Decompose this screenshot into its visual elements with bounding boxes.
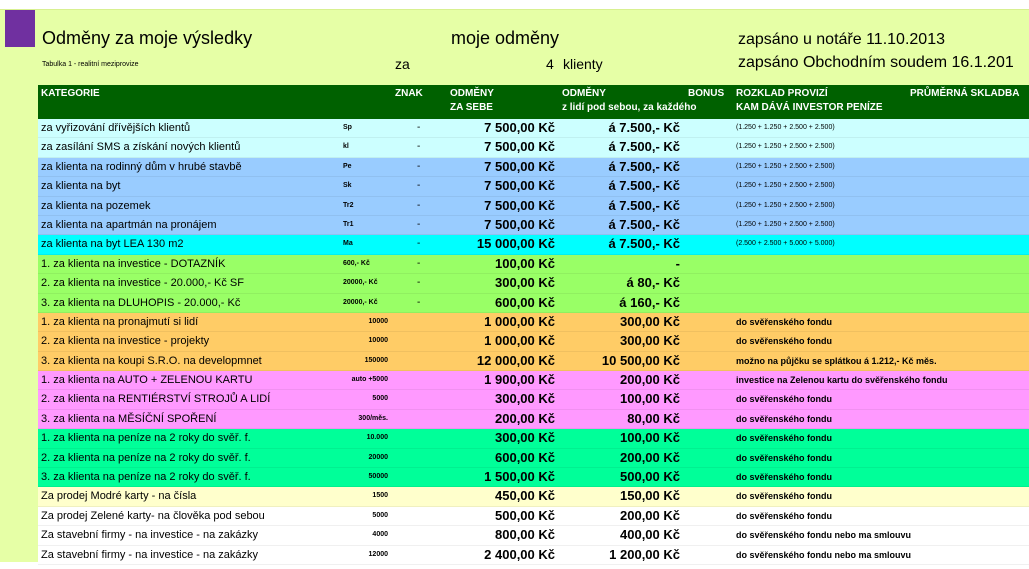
- category-cell[interactable]: 3. za klienta na peníze na 2 roky do svěř. f.: [41, 471, 251, 484]
- reward-cell[interactable]: 1 900,00 Kč: [484, 372, 555, 388]
- bonus-cell[interactable]: -: [675, 255, 680, 271]
- category-cell[interactable]: 1. za klienta na AUTO + ZELENOU KARTU: [41, 374, 253, 387]
- reward-cell[interactable]: 1 000,00 Kč: [484, 313, 555, 329]
- header-bonus: BONUS: [688, 88, 725, 99]
- code-cell[interactable]: 4000: [372, 531, 388, 539]
- category-cell[interactable]: Za stavební firmy - na investice - na zakázky: [41, 548, 259, 561]
- reward-cell[interactable]: 2 400,00 Kč: [484, 546, 555, 562]
- clients-label: klienty: [563, 56, 603, 72]
- reward-cell[interactable]: 450,00 Kč: [495, 488, 555, 504]
- header-odmeny-self: ODMĚNY: [450, 88, 494, 99]
- table-row: [38, 138, 1029, 157]
- znak-cell[interactable]: -: [417, 296, 421, 308]
- code-cell[interactable]: auto +5000: [351, 376, 388, 384]
- table-header: [38, 85, 1029, 119]
- rozklad-cell[interactable]: (1.250 + 1.250 + 2.500 + 2.500): [736, 143, 835, 151]
- table-row: [38, 119, 1029, 138]
- code-cell[interactable]: kl: [343, 143, 349, 151]
- table-row: [38, 487, 1029, 506]
- code-cell[interactable]: 10000: [368, 317, 388, 325]
- corner-color-block: [5, 10, 35, 47]
- category-cell[interactable]: 3. za klienta na DLUHOPIS - 20.000,- Kč: [41, 296, 241, 309]
- table-row: [38, 313, 1029, 332]
- reward-cell[interactable]: 600,00 Kč: [495, 294, 555, 310]
- code-cell[interactable]: 12000: [368, 550, 388, 558]
- category-cell[interactable]: 1. za klienta na pronajmutí si lidí: [41, 315, 199, 328]
- reward-cell[interactable]: 12 000,00 Kč: [476, 352, 555, 368]
- table-row: [38, 274, 1029, 293]
- category-cell[interactable]: 3. za klienta na koupi S.R.O. na developmnet: [41, 354, 262, 367]
- table-body: [38, 119, 1029, 565]
- table-row: [38, 526, 1029, 545]
- bonus-cell[interactable]: á 7.500,- Kč: [608, 158, 680, 174]
- code-cell[interactable]: 5000: [372, 395, 388, 403]
- rozklad-cell[interactable]: (1.250 + 1.250 + 2.500 + 2.500): [736, 182, 835, 190]
- code-cell[interactable]: 150000: [364, 356, 388, 364]
- bonus-cell[interactable]: 400,00 Kč: [620, 527, 680, 543]
- code-cell[interactable]: 600,- Kč: [343, 259, 370, 267]
- reward-cell[interactable]: 500,00 Kč: [495, 507, 555, 523]
- reward-cell[interactable]: 7 500,00 Kč: [484, 139, 555, 155]
- rozklad-cell[interactable]: (1.250 + 1.250 + 2.500 + 2.500): [736, 201, 835, 209]
- reward-cell[interactable]: 600,00 Kč: [495, 449, 555, 465]
- table-row: [38, 352, 1029, 371]
- category-cell[interactable]: 1. za klienta na investice - DOTAZNÍK: [41, 257, 226, 270]
- bonus-cell[interactable]: á 7.500,- Kč: [608, 216, 680, 232]
- bonus-cell[interactable]: á 7.500,- Kč: [608, 139, 680, 155]
- rozklad-cell[interactable]: (1.250 + 1.250 + 2.500 + 2.500): [736, 220, 835, 228]
- notary-note: zapsáno u notáře 11.10.2013: [738, 31, 945, 48]
- reward-cell[interactable]: 7 500,00 Kč: [484, 120, 555, 135]
- code-cell[interactable]: 1500: [372, 492, 388, 500]
- table-row: [38, 546, 1029, 565]
- rozklad-cell[interactable]: do svěřenského fondu: [736, 510, 833, 521]
- header-odmeny-others: ODMĚNY: [562, 88, 606, 99]
- category-cell[interactable]: za klienta na apartmán na pronájem: [41, 218, 217, 231]
- znak-cell[interactable]: -: [417, 160, 421, 172]
- court-note: zapsáno Obchodním soudem 16.1.201: [738, 54, 1014, 71]
- category-cell[interactable]: 2. za klienta na investice - 20.000,- Kč SF: [41, 277, 244, 290]
- reward-cell[interactable]: 7 500,00 Kč: [484, 158, 555, 174]
- category-cell[interactable]: 2. za klienta na investice - projekty: [41, 335, 210, 348]
- spreadsheet-sheet: [0, 9, 1029, 562]
- table-row: [38, 449, 1029, 468]
- header-rozklad: ROZKLAD PROVIZÍ: [736, 88, 828, 99]
- code-cell[interactable]: 20000,- Kč: [343, 298, 378, 306]
- client-count: 4: [546, 56, 554, 72]
- bonus-cell[interactable]: 100,00 Kč: [620, 430, 680, 446]
- table-row: [38, 197, 1029, 216]
- rozklad-cell[interactable]: do svěřenského fondu: [736, 452, 833, 463]
- rozklad-cell[interactable]: možno na půjčku se splátkou á 1.212,- Kč měs.: [736, 355, 937, 366]
- table-row: [38, 177, 1029, 196]
- reward-cell[interactable]: 7 500,00 Kč: [484, 178, 555, 194]
- table-row: [38, 158, 1029, 177]
- table-row: [38, 235, 1029, 254]
- header-rozklad-sub: KAM DÁVÁ INVESTOR PENÍZE: [736, 102, 883, 113]
- reward-cell[interactable]: 200,00 Kč: [495, 410, 555, 426]
- table-row: [38, 468, 1029, 487]
- bonus-cell[interactable]: 300,00 Kč: [620, 313, 680, 329]
- rozklad-cell[interactable]: (2.500 + 2.500 + 5.000 + 5.000): [736, 240, 835, 248]
- reward-cell[interactable]: 1 000,00 Kč: [484, 333, 555, 349]
- code-cell[interactable]: Tr1: [343, 220, 354, 228]
- reward-cell[interactable]: 15 000,00 Kč: [476, 236, 555, 252]
- rozklad-cell[interactable]: (1.250 + 1.250 + 2.500 + 2.500): [736, 162, 835, 170]
- category-cell[interactable]: za klienta na byt LEA 130 m2: [41, 238, 184, 251]
- znak-cell[interactable]: -: [417, 199, 421, 211]
- table-row: [38, 216, 1029, 235]
- code-cell[interactable]: 5000: [372, 511, 388, 519]
- rozklad-cell[interactable]: do svěřenského fondu: [736, 433, 833, 444]
- page-title: Odměny za moje výsledky: [42, 28, 253, 48]
- znak-cell[interactable]: -: [417, 180, 421, 192]
- table-row: [38, 429, 1029, 448]
- header-znak: ZNAK: [395, 88, 423, 99]
- reward-cell[interactable]: 1 500,00 Kč: [484, 469, 555, 485]
- bonus-cell[interactable]: á 7.500,- Kč: [608, 178, 680, 194]
- code-cell[interactable]: 300/měs.: [358, 414, 388, 422]
- table-caption: Tabulka 1 - realitní meziprovize: [42, 61, 139, 68]
- code-cell[interactable]: Sp: [343, 124, 352, 131]
- category-cell[interactable]: za klienta na pozemek: [41, 199, 151, 212]
- category-cell[interactable]: Za prodej Modré karty - na čísla: [41, 490, 197, 503]
- znak-cell[interactable]: -: [417, 238, 421, 250]
- bonus-cell[interactable]: á 7.500,- Kč: [608, 120, 680, 135]
- za-label: za: [395, 56, 410, 72]
- header-kategorie: KATEGORIE: [41, 88, 100, 99]
- header-prumerna: PRŮMĚRNÁ SKLADBA: [910, 88, 1020, 99]
- code-cell[interactable]: 50000: [368, 473, 388, 481]
- bonus-cell[interactable]: 10 500,00 Kč: [601, 352, 680, 368]
- rozklad-cell[interactable]: do svěřenského fondu: [736, 394, 833, 405]
- reward-cell[interactable]: 300,00 Kč: [495, 275, 555, 291]
- bonus-cell[interactable]: 200,00 Kč: [620, 449, 680, 465]
- rozklad-cell[interactable]: do svěřenského fondu: [736, 491, 833, 502]
- bonus-cell[interactable]: 500,00 Kč: [620, 469, 680, 485]
- category-cell[interactable]: za zasílání SMS a získání nových klientů: [41, 141, 241, 154]
- bonus-cell[interactable]: 1 200,00 Kč: [609, 546, 680, 562]
- znak-cell[interactable]: -: [417, 277, 421, 289]
- rozklad-cell[interactable]: do svěřenského fondu: [736, 472, 833, 483]
- page-subtitle: moje odměny: [451, 28, 560, 48]
- table-row: [38, 390, 1029, 409]
- reward-cell[interactable]: 300,00 Kč: [495, 430, 555, 446]
- table-row: [38, 332, 1029, 351]
- code-cell[interactable]: Sk: [343, 182, 352, 190]
- code-cell[interactable]: Ma: [343, 240, 353, 248]
- reward-cell[interactable]: 7 500,00 Kč: [484, 216, 555, 232]
- table-row: [38, 294, 1029, 313]
- table-row: [38, 507, 1029, 526]
- category-cell[interactable]: za klienta na rodinný dům v hrubé stavbě: [41, 160, 242, 173]
- header-odmeny-self-sub: ZA SEBE: [450, 102, 493, 113]
- znak-cell[interactable]: -: [417, 218, 421, 230]
- bonus-cell[interactable]: 150,00 Kč: [620, 488, 680, 504]
- code-cell[interactable]: Pe: [343, 162, 352, 170]
- code-cell[interactable]: 10000: [368, 337, 388, 345]
- code-cell[interactable]: 20000,- Kč: [343, 279, 378, 287]
- bonus-cell[interactable]: 100,00 Kč: [620, 391, 680, 407]
- reward-cell[interactable]: 300,00 Kč: [495, 391, 555, 407]
- bonus-cell[interactable]: 200,00 Kč: [620, 507, 680, 523]
- code-cell[interactable]: Tr2: [343, 201, 354, 209]
- znak-cell[interactable]: -: [417, 122, 421, 133]
- bonus-cell[interactable]: 300,00 Kč: [620, 333, 680, 349]
- code-cell[interactable]: 20000: [368, 453, 388, 461]
- reward-cell[interactable]: 800,00 Kč: [495, 527, 555, 543]
- table-row: [38, 371, 1029, 390]
- category-cell[interactable]: 2. za klienta na peníze na 2 roky do svěř. f.: [41, 451, 251, 464]
- rozklad-cell[interactable]: do svěřenského fondu nebo ma smlouvu: [736, 549, 912, 560]
- category-cell[interactable]: 3. za klienta na MĚSÍČNÍ SPOŘENÍ: [41, 412, 217, 425]
- bonus-cell[interactable]: á 160,- Kč: [619, 294, 680, 310]
- category-cell[interactable]: Za prodej Zelené karty- na člověka pod sebou: [41, 509, 265, 522]
- table-row: [38, 410, 1029, 429]
- category-cell[interactable]: Za stavební firmy - na investice - na zakázky: [41, 529, 259, 542]
- category-cell[interactable]: za vyřizování dřívějších klientů: [41, 122, 191, 134]
- rozklad-cell[interactable]: investice na Zelenou kartu do svěřenského fondu: [736, 375, 948, 386]
- reward-cell[interactable]: 100,00 Kč: [495, 255, 555, 271]
- znak-cell[interactable]: -: [417, 257, 421, 269]
- bonus-cell[interactable]: á 7.500,- Kč: [608, 197, 680, 213]
- table-row: [38, 255, 1029, 274]
- bonus-cell[interactable]: á 7.500,- Kč: [608, 236, 680, 252]
- znak-cell[interactable]: -: [417, 141, 421, 153]
- rozklad-cell[interactable]: (1.250 + 1.250 + 2.500 + 2.500): [736, 124, 835, 131]
- rozklad-cell[interactable]: do svěřenského fondu: [736, 336, 833, 347]
- rozklad-cell[interactable]: do svěřenského fondu: [736, 413, 833, 424]
- category-cell[interactable]: 2. za klienta na RENTIÉRSTVÍ STROJŮ A LIDÍ: [41, 393, 271, 406]
- reward-cell[interactable]: 7 500,00 Kč: [484, 197, 555, 213]
- bonus-cell[interactable]: 80,00 Kč: [627, 410, 680, 426]
- header-odmeny-others-sub: z lidí pod sebou, za každého: [562, 102, 697, 113]
- rozklad-cell[interactable]: do svěřenského fondu: [736, 316, 833, 327]
- bonus-cell[interactable]: á 80,- Kč: [626, 275, 680, 291]
- rozklad-cell[interactable]: do svěřenského fondu nebo ma smlouvu: [736, 530, 912, 541]
- code-cell[interactable]: 10.000: [366, 434, 388, 442]
- bonus-cell[interactable]: 200,00 Kč: [620, 372, 680, 388]
- category-cell[interactable]: za klienta na byt: [41, 180, 121, 193]
- category-cell[interactable]: 1. za klienta na peníze na 2 roky do svěř. f.: [41, 432, 251, 445]
